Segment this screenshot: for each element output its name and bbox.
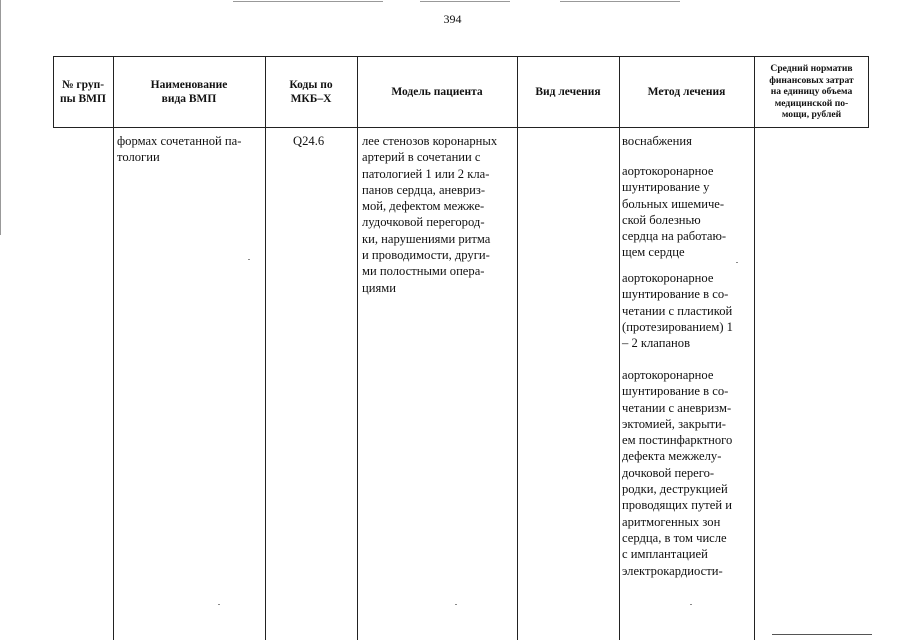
header-icd-codes	[265, 57, 357, 127]
header-text-line: № груп-	[61, 79, 105, 91]
treatment-method-line: больных ишемиче-	[622, 196, 725, 211]
header-vmp-name	[113, 57, 265, 127]
header-text-line: пы ВМП	[60, 93, 106, 105]
column-border	[265, 56, 266, 640]
treatment-method-item	[622, 367, 732, 579]
treatment-method-line: электрокардиости-	[622, 563, 723, 578]
treatment-method-line: четании с аневризм-	[622, 400, 732, 415]
header-text-line: Модель пациента	[391, 86, 483, 98]
column-border	[113, 56, 114, 640]
scan-artifact-speck	[736, 262, 738, 263]
treatment-method-line: дочковой перего-	[622, 465, 715, 480]
treatment-method-line: проводящих путей и	[622, 498, 732, 513]
page-number: 394	[443, 12, 462, 26]
column-border	[517, 56, 518, 640]
treatment-method-line: дефекта межжелу-	[622, 449, 722, 464]
treatment-method-line: шунтирование в со-	[622, 384, 729, 399]
patient-model-cell	[362, 133, 516, 296]
header-patient-model	[357, 57, 517, 127]
table-header-row	[53, 56, 869, 128]
scan-artifact-edge	[0, 0, 1, 235]
header-text-line: МКБ–Х	[290, 93, 332, 105]
header-text-line: Наименование	[150, 79, 228, 91]
treatment-method-item	[622, 270, 733, 351]
treatment-method-line: родки, деструкцией	[622, 482, 728, 497]
patient-model-line: ми полостными опера-	[362, 264, 485, 279]
patient-model-line: панов сердца, аневриз-	[362, 182, 486, 197]
treatment-method-line: шунтирование в со-	[622, 287, 729, 302]
column-border	[754, 56, 755, 640]
treatment-method-line: четании с пластикой	[622, 303, 733, 318]
vmp-name-line: тологии	[117, 150, 160, 165]
treatment-method-line: аортокоронарное	[622, 271, 714, 285]
header-text-line: вида ВМП	[161, 93, 217, 105]
header-cost-standard	[754, 57, 869, 127]
treatment-method-line: сердца на работаю-	[622, 229, 727, 244]
header-text-line: Вид лечения	[535, 86, 601, 98]
column-border	[619, 56, 620, 640]
header-text-line: финансовых затрат	[769, 74, 854, 86]
treatment-method-line: аортокоронарное	[622, 368, 714, 382]
scan-artifact-line	[233, 1, 383, 2]
treatment-method-line: ской болезнью	[622, 212, 701, 227]
scan-artifact-speck	[690, 604, 692, 605]
patient-model-line: циями	[362, 280, 396, 295]
treatment-method-line: аортокоронарное	[622, 164, 714, 178]
treatment-method-line: аритмогенных зон	[622, 514, 721, 529]
scan-artifact-line	[772, 634, 872, 635]
header-text-line: мощи, рублей	[781, 109, 842, 121]
treatment-method-line: с имплантацией	[622, 547, 708, 562]
treatment-method-line: шунтирование у	[622, 180, 710, 195]
patient-model-line: и проводимости, други-	[362, 248, 490, 263]
treatment-method-line: сердца, в том числе	[622, 530, 727, 545]
treatment-method-item	[622, 133, 692, 149]
column-border	[53, 56, 54, 128]
header-treatment-method	[619, 57, 754, 127]
scan-artifact-speck	[248, 259, 250, 260]
scan-artifact-speck	[455, 604, 457, 605]
vmp-name-line: формах сочетанной па-	[117, 134, 242, 148]
header-text-line: Метод лечения	[647, 86, 726, 98]
treatment-method-line: щем сердце	[622, 245, 685, 260]
treatment-method-line: эктомией, закрыти-	[622, 416, 726, 431]
treatment-method-line: (протезированием) 1	[622, 319, 733, 334]
patient-model-line: ки, нарушениями ритма	[362, 231, 491, 246]
header-text-line: Средний норматив	[770, 63, 853, 75]
vmp-name-cell	[117, 133, 263, 166]
patient-model-line: лудочковой перегород-	[362, 215, 485, 230]
scan-artifact-line	[420, 1, 510, 2]
patient-model-line: патологией 1 или 2 кла-	[362, 166, 490, 181]
patient-model-line: лее стенозов коронарных	[362, 134, 498, 148]
header-text-line: на единицу объема	[770, 86, 853, 98]
scan-artifact-line	[560, 1, 680, 2]
treatment-method-line: воснабжения	[622, 134, 692, 148]
icd-code-cell: Q24.6	[293, 134, 325, 148]
header-treatment-type	[517, 57, 619, 127]
header-text-line: Коды по	[289, 79, 333, 91]
column-border	[868, 56, 869, 128]
patient-model-line: артерий в сочетании с	[362, 150, 481, 165]
header-group-number	[53, 57, 113, 127]
scan-artifact-speck	[218, 604, 220, 605]
patient-model-line: мой, дефектом межже-	[362, 199, 485, 214]
header-text-line: медицинской по-	[774, 97, 849, 109]
column-border	[357, 56, 358, 640]
treatment-method-item	[622, 163, 726, 261]
treatment-method-line: ем постинфарктного	[622, 433, 733, 448]
treatment-method-line: – 2 клапанов	[622, 336, 691, 351]
